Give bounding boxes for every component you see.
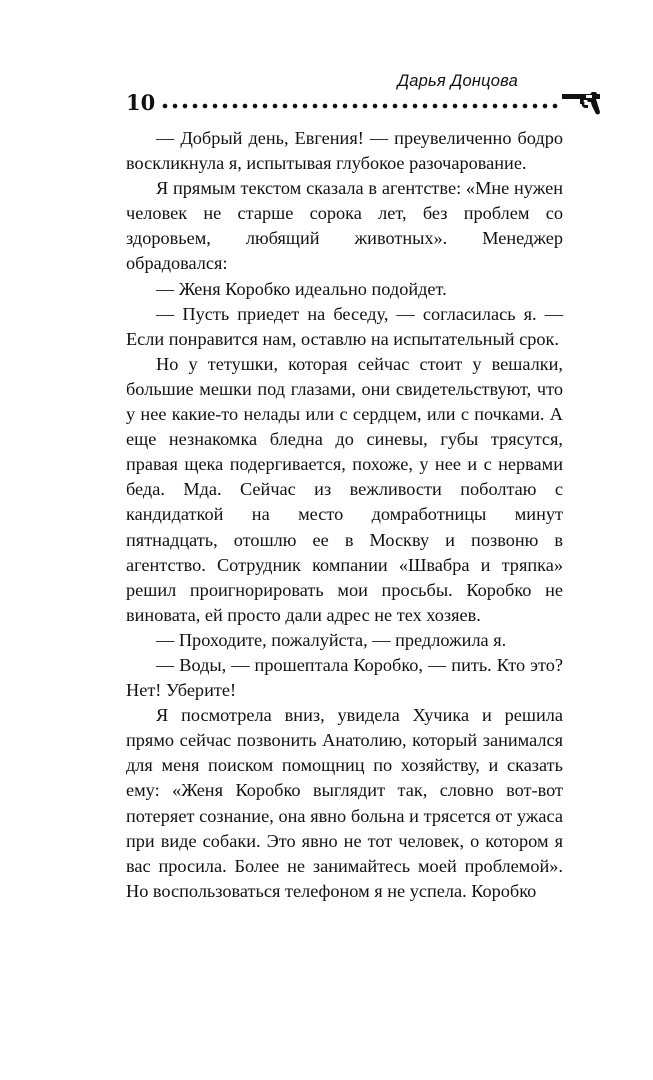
author-name: Дарья Донцова [397,72,518,90]
page-number: 10 [126,90,156,115]
paragraph: — Проходите, пожалуйста, — предложила я. [156,629,507,650]
paragraph: — Пусть приедет на беседу, — согласилась я. — Если понравится нам, оставлю на испытательный срок. [126,303,563,349]
paragraph: — Женя Коробко идеально подойдет. [156,278,447,299]
paragraph: — Воды, — прошептала Коробко, — пить. Кто это? Нет! Уберите! [126,654,563,701]
running-header [126,70,606,130]
dotted-leader [160,101,560,111]
paragraph: Я посмотрела вниз, увидела Хучика и решила прямо сейчас позвонить Анатолию, который занимался для меня поиском помощниц по хозяйству, и сказать ему: «Женя Коробко выглядит так, словно вот-вот потеряет сознание, она явно больна и трясется от ужаса при виде собаки. Это явно не тот человек, о котором я вас просила. Более не занимайтесь моей проблемой». Но воспользоваться телефоном я не успела. Коробко [126,705,563,901]
paragraph: Но у тетушки, которая сейчас стоит у вешалки, большие мешки под глазами, они свидетельствуют, что у нее какие-то нелады или с сердцем, или с почками. А еще незнакомка бледна до синевы, губы трясутся, правая щека подергивается, похоже, у нее и с нервами беда. Мда. Сейчас из вежливости поболтаю с кандидаткой на место домработницы минут пятнадцать, отошлю ее в Москву и позвоню в агентство. Сотрудник компании «Швабра и тряпка» решил проигнорировать мои просьбы. Коробко не виновата, ей просто дали адрес не тех хозяев. [126,353,563,625]
revolver-icon [560,86,604,116]
paragraph: — Добрый день, Евгения! — преувеличенно бодро воскликнула я, испытывая глубокое разочарование. [126,128,563,174]
paragraph: Я прямым текстом сказала в агентстве: «Мне нужен человек не старше сорока лет, без проблем со здоровьем, любящий животных». Менеджер обрадовался: [126,178,563,274]
body-text [126,126,563,904]
